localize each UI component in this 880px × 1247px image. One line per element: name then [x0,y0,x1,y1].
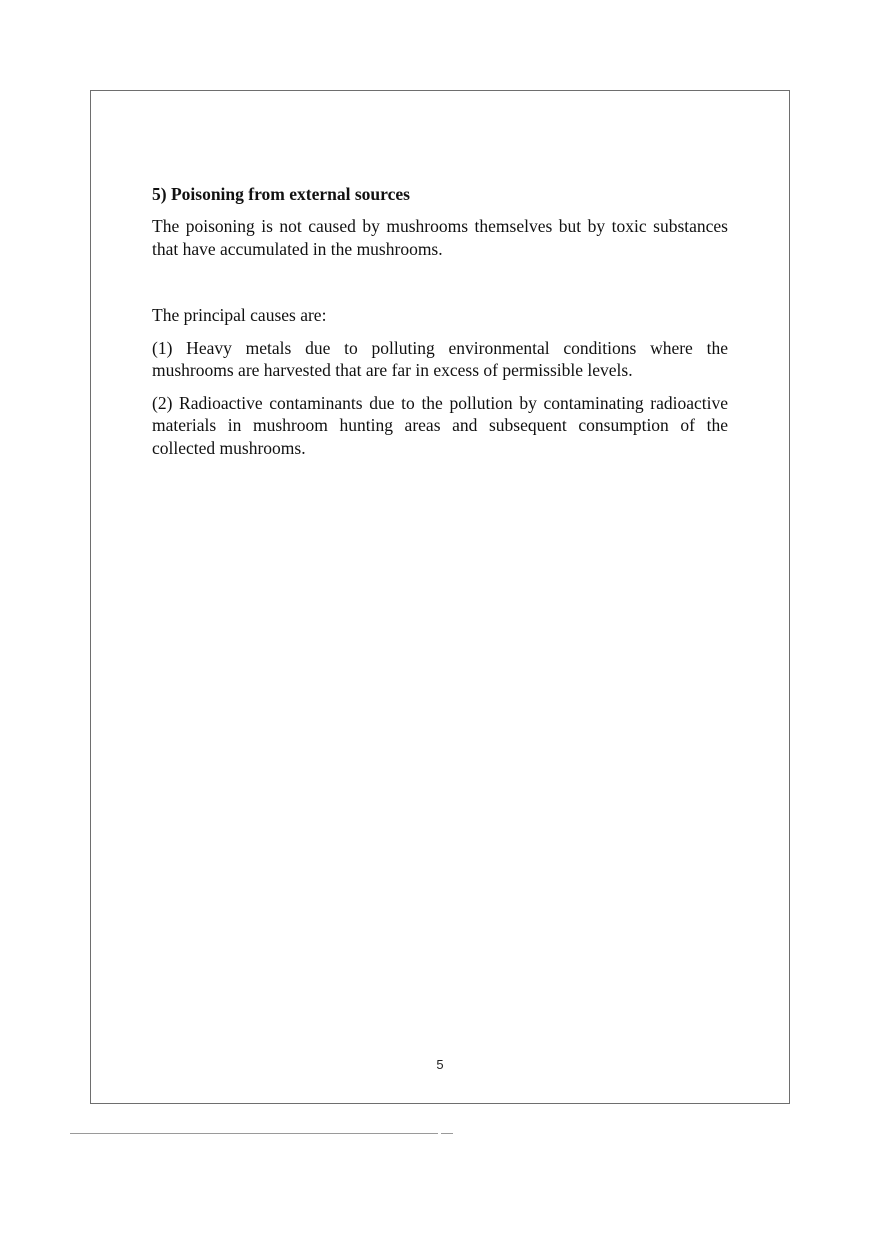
cause-item-radioactive: (2) Radioactive contaminants due to the pollution by contaminating radioactive materials in mushroom hunting areas and subsequent consumption of the collected mushrooms. [152,392,728,458]
intro-paragraph: The poisoning is not caused by mushrooms themselves but by toxic substances that have accumulated in the mushrooms. [152,216,728,259]
section-heading: 5) Poisoning from external sources [152,184,410,204]
footer-rule [70,1133,438,1134]
page-number: 5 [436,1057,444,1072]
document-body [152,183,728,469]
causes-lead-paragraph: The principal causes are: [152,305,327,325]
footer-rule-segment [441,1133,453,1134]
cause-item-heavy-metals: (1) Heavy metals due to polluting environmental conditions where the mushrooms are harvested that are far in excess of permissible levels. [152,337,728,380]
